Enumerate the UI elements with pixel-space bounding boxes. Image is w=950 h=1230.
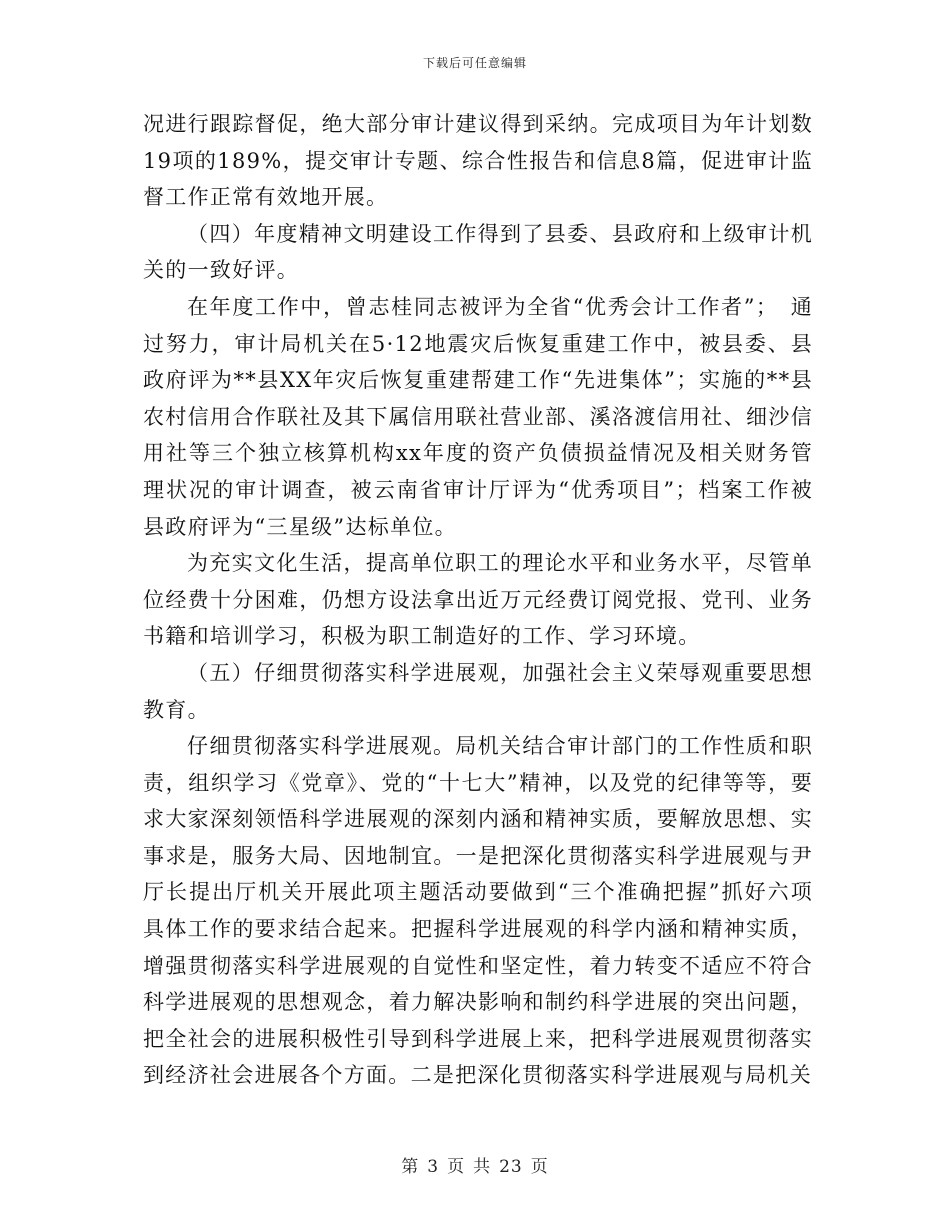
paragraph-culture: 为充实文化生活，提高单位职工的理论水平和业务水平，尽管单位经费十分困难，仍想方设法拿出近万元经费订阅党报、党刊、业务书籍和培训学习，积极为职工制造好的工作、学习环境。 <box>143 551 813 649</box>
footer-prefix: 第 <box>401 1157 420 1177</box>
total-page-count: 23 <box>499 1157 523 1177</box>
footer-total-word: 共 <box>473 1157 492 1177</box>
footer-page-word: 页 <box>447 1157 466 1177</box>
document-body <box>143 106 813 1094</box>
paragraph-awards: 在年度工作中，曾志桂同志被评为全省“优秀会计工作者”； 通过努力，审计局机关在5·12地震灾后恢复重建工作中，被县委、县政府评为**县XX年灾后恢复重建帮建工作“先进集体”；实施的**县农村信用合作联社及其下属信用联社营业部、溪洛渡信用社、细沙信用社等三个独立核算机构xx年度的资产负债损益情况及相关财务管理状况的审计调查，被云南省审计厅评为“优秀项目”；档案工作被县政府评为“三星级”达标单位。 <box>143 294 813 539</box>
section-heading-four: （四）年度精神文明建设工作得到了县委、县政府和上级审计机关的一致好评。 <box>143 221 813 283</box>
page-footer <box>0 1152 950 1177</box>
paragraph-continued: 况进行跟踪督促，绝大部分审计建议得到采纳。完成项目为年计划数19项的189%，提交审计专题、综合性报告和信息8篇，促进审计监督工作正常有效地开展。 <box>143 112 813 210</box>
current-page-number: 3 <box>427 1157 440 1177</box>
page-header: 下载后可任意编辑 <box>422 56 527 70</box>
paragraph-science-development: 仔细贯彻落实科学进展观。局机关结合审计部门的工作性质和职责，组织学习《党章》、党的“十七大”精神，以及党的纪律等等，要求大家深刻领悟科学进展观的深刻内涵和精神实质，要解放思想、实事求是，服务大局、因地制宜。一是把深化贯彻落实科学进展观与尹厅长提出厅机关开展此项主题活动要做到“三个准确把握”抓好六项具体工作的要求结合起来。把握科学进展观的科学内涵和精神实质，增强贯彻落实科学进展观的自觉性和坚定性，着力转变不适应不符合科学进展观的思想观念，着力解决影响和制约科学进展的突出问题，把全社会的进展积极性引导到科学进展上来，把科学进展观贯彻落实到经济社会进展各个方面。二是把深化贯彻落实科学进展观与局机关 <box>143 734 813 1088</box>
section-heading-five: （五）仔细贯彻落实科学进展观，加强社会主义荣辱观重要思想教育。 <box>143 660 813 722</box>
footer-suffix: 页 <box>530 1157 549 1177</box>
